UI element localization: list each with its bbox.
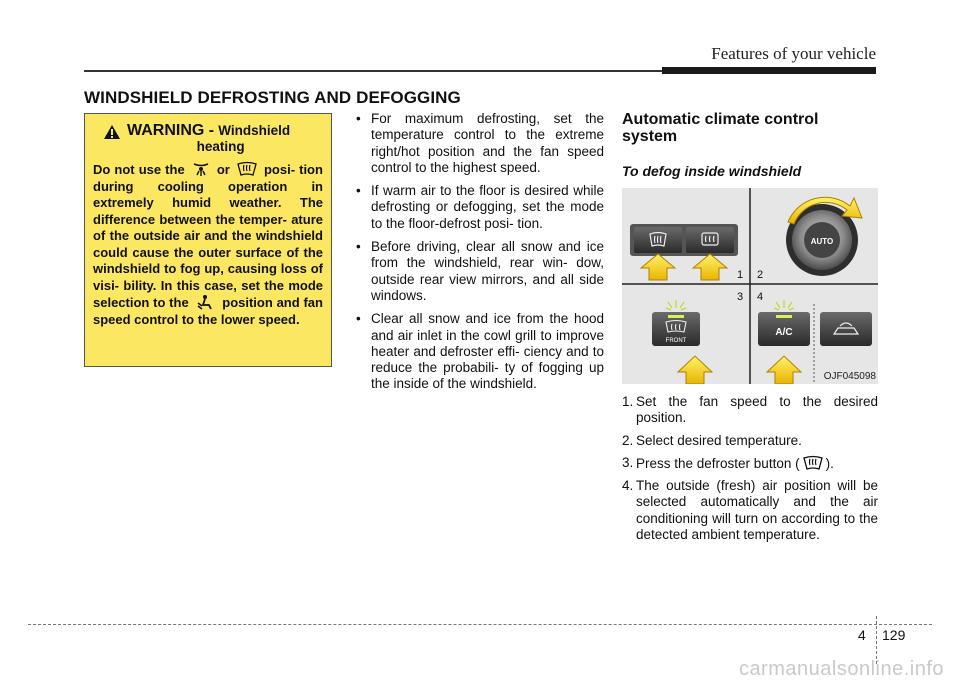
- warning-label: WARNING -: [127, 122, 215, 139]
- defog-subheading: To defog inside windshield: [622, 163, 802, 179]
- warning-text-1: Do not use the: [93, 162, 185, 177]
- steps-list: [622, 394, 878, 543]
- bullet-item: • Clear all snow and ice from the hood and air inlet in the cowl grill to improve heater and defroster effi- ciency and to reduce the probabili- ty of fogging up the inside of the windshield.: [356, 311, 604, 392]
- warning-text-4: position and fan speed control to the lower speed.: [93, 295, 323, 327]
- floor-mode-icon: [194, 294, 216, 310]
- bullet-list: [356, 111, 604, 400]
- step-item: [622, 455, 878, 472]
- step-text: ).: [825, 455, 834, 471]
- step-text: Set the fan speed to the desired position.: [636, 394, 878, 426]
- defrost-icon: [802, 455, 824, 471]
- ac-button-label: A/C: [775, 327, 793, 338]
- front-button-label: FRONT: [665, 338, 687, 344]
- step-number: 1.: [622, 394, 634, 409]
- step-number: 3.: [622, 454, 634, 470]
- warning-triangle-icon: [103, 124, 121, 140]
- step-item: [622, 433, 878, 449]
- control-panel-figure: [622, 188, 878, 384]
- auto-climate-section: [622, 111, 878, 549]
- header-rule: [84, 70, 662, 72]
- step-text: The outside (fresh) air position will be selected automatically and the air conditioning will turn on according to the detected ambient temperature.: [636, 478, 878, 543]
- warning-text-3: posi- tion during cooling operation in extremely humid weather. The difference between the temper- ature of the outside air and the windshield could cause the outer surface of the windshield to fog up, causing loss of visi- bility. In this case, set the mode selection to the: [93, 162, 323, 310]
- figure-caption: OJF045098: [823, 371, 876, 382]
- figure-label-3: 3: [736, 291, 744, 303]
- step-item: [622, 394, 878, 427]
- warning-box: [84, 113, 332, 367]
- warning-title: [127, 123, 290, 155]
- figure-label-2: 2: [756, 269, 764, 281]
- floor-defrost-icon: [191, 161, 211, 177]
- step-text: Select desired temperature.: [636, 432, 802, 448]
- section-title: WINDSHIELD DEFROSTING AND DEFOGGING: [84, 88, 461, 107]
- page-number: 129: [882, 627, 906, 643]
- bullet-item: • If warm air to the floor is desired while defrosting or defogging, set the mode to the floor-defrost posi- tion.: [356, 183, 604, 232]
- warning-body: [93, 161, 323, 328]
- figure-label-4: 4: [756, 291, 764, 303]
- step-text: Press the defroster button (: [636, 455, 800, 471]
- step-number: 2.: [622, 432, 634, 448]
- defrost-icon: [236, 161, 258, 177]
- footer-rule: [28, 624, 932, 625]
- warning-text-2: or: [216, 162, 230, 177]
- auto-climate-heading: Automatic climate control system: [622, 111, 819, 145]
- bullet-item: • For maximum defrosting, set the temperature control to the extreme right/hot position and the fan speed control to the highest speed.: [356, 111, 604, 176]
- warning-header: [93, 123, 323, 155]
- running-head: Features of your vehicle: [711, 44, 876, 63]
- warning-topic-1: Windshield: [218, 123, 291, 138]
- header-bar: [662, 67, 876, 74]
- watermark: carmanualsonline.info: [738, 658, 944, 680]
- control-panel-illustration: [622, 188, 878, 384]
- step-item: [622, 478, 878, 543]
- figure-label-1: 1: [736, 269, 744, 281]
- chapter-number: 4: [858, 627, 866, 643]
- auto-button-label: AUTO: [810, 237, 834, 246]
- warning-topic-2: heating: [196, 139, 245, 154]
- bullet-item: • Before driving, clear all snow and ice from the windshield, rear win- dow, outside rear view mirrors, and all side windows.: [356, 239, 604, 304]
- step-number: 4.: [622, 478, 634, 494]
- footer-divider: [876, 616, 877, 664]
